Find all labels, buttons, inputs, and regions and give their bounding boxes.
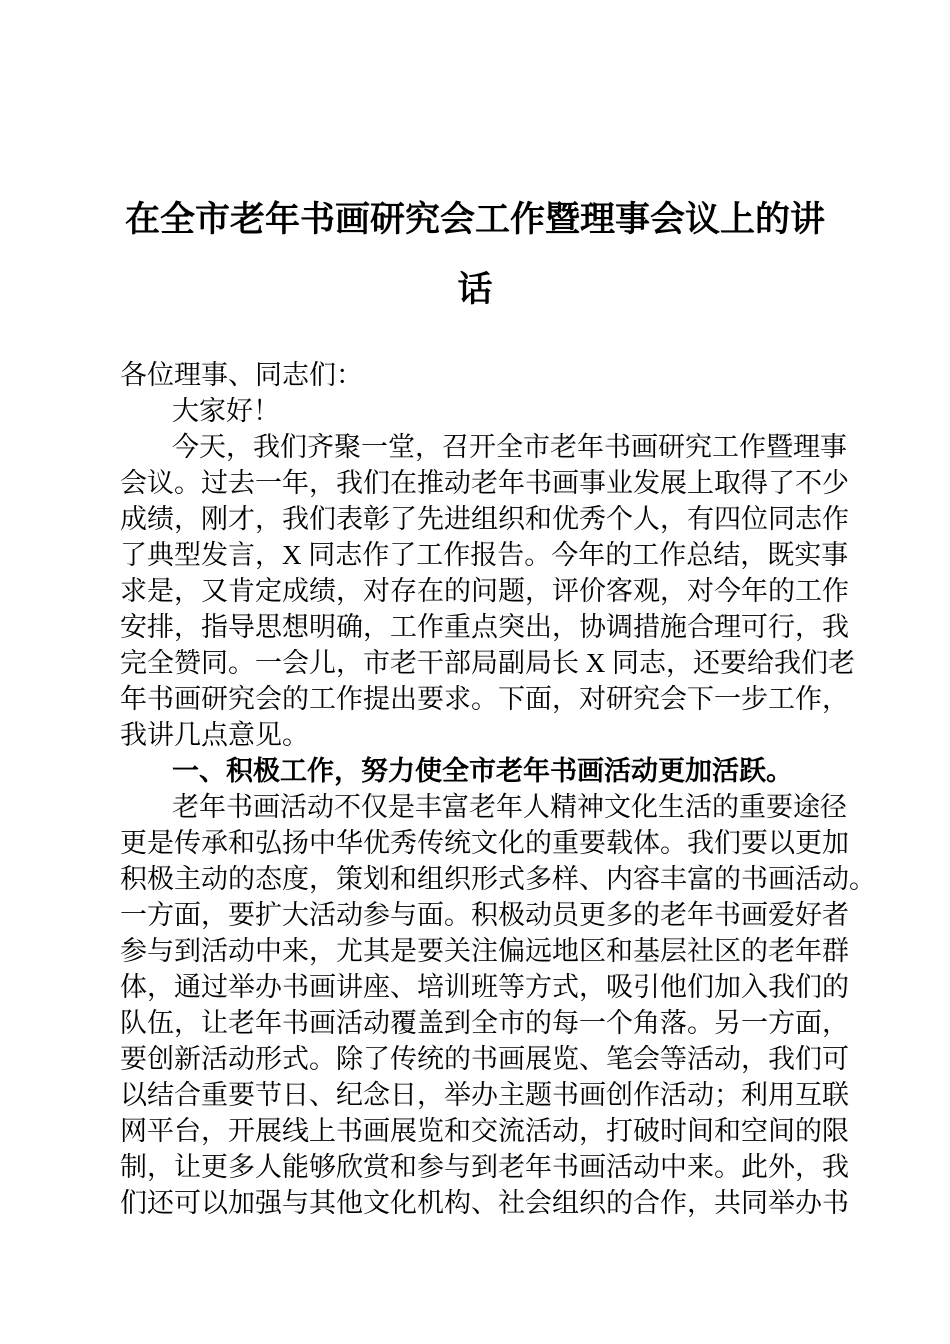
text-line: 年书画研究会的工作提出要求。下面，对研究会下一步工作， <box>120 684 849 714</box>
text-line: 我讲几点意见。 <box>120 720 309 750</box>
text-line: 队伍，让老年书画活动覆盖到全市的每一个角落。另一方面， <box>120 1008 849 1038</box>
text-line: 积极主动的态度，策划和组织形式多样、内容丰富的书画活动。 <box>120 864 876 894</box>
text-line: 们还可以加强与其他文化机构、社会组织的合作，共同举办书 <box>120 1188 849 1218</box>
paragraph-intro <box>120 429 855 753</box>
text-line: 参与到活动中来，尤其是要关注偏远地区和基层社区的老年群 <box>120 936 849 966</box>
text-line: 网平台，开展线上书画展览和交流活动，打破时间和空间的限 <box>120 1116 849 1146</box>
text-line: 老年书画活动不仅是丰富老年人精神文化生活的重要途径 <box>172 792 847 822</box>
text-line: 大家好！ <box>172 396 280 426</box>
text-line: 安排，指导思想明确，工作重点突出，协调措施合理可行，我 <box>120 612 849 642</box>
text-line: 各位理事、同志们： <box>120 360 363 390</box>
text-line: 一方面，要扩大活动参与面。积极动员更多的老年书画爱好者 <box>120 900 849 930</box>
text-line: 了典型发言，X 同志作了工作报告。今年的工作总结，既实事 <box>120 540 849 570</box>
text-line: 求是，又肯定成绩，对存在的问题，评价客观，对今年的工作 <box>120 576 849 606</box>
text-line: 完全赞同。一会儿，市老干部局副局长 X 同志，还要给我们老 <box>120 648 855 678</box>
document-title: 在全市老年书画研究会工作暨理事会议上的讲话 <box>124 200 825 309</box>
text-line: 体，通过举办书画讲座、培训班等方式，吸引他们加入我们的 <box>120 972 849 1002</box>
paragraph-heading-1 <box>120 753 830 789</box>
paragraph-greeting <box>120 393 830 429</box>
text-line: 一、积极工作，努力使全市老年书画活动更加活跃。 <box>172 756 793 786</box>
document-body <box>120 357 876 1221</box>
text-line: 要创新活动形式。除了传统的书画展览、笔会等活动，我们可 <box>120 1044 849 1074</box>
text-line: 制，让更多人能够欣赏和参与到老年书画活动中来。此外，我 <box>120 1152 849 1182</box>
paragraph-section-1-body <box>120 789 876 1221</box>
text-line: 更是传承和弘扬中华优秀传统文化的重要载体。我们要以更加 <box>120 828 849 858</box>
paragraph-salutation <box>120 357 830 393</box>
text-line: 成绩，刚才，我们表彰了先进组织和优秀个人，有四位同志作 <box>120 504 849 534</box>
text-line: 会议。过去一年，我们在推动老年书画事业发展上取得了不少 <box>120 468 849 498</box>
text-line: 以结合重要节日、纪念日，举办主题书画创作活动；利用互联 <box>120 1080 849 1110</box>
text-line: 今天，我们齐聚一堂，召开全市老年书画研究工作暨理事 <box>172 432 847 462</box>
